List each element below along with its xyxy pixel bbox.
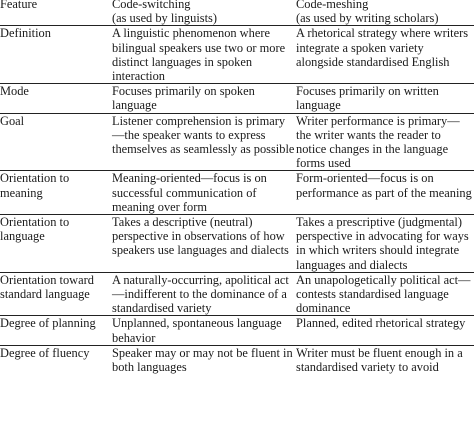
code-meshing-cell: Focuses primarily on written language <box>296 84 439 113</box>
header-code-switching: Code-switching (as used by linguists) <box>112 0 217 26</box>
table-row-mode <box>0 84 474 113</box>
code-switching-cell: Takes a descriptive (neutral) perspective in observations of how speakers use languages and dialects <box>112 215 289 258</box>
code-meshing-cell: Takes a prescriptive (judgmental) perspective in advocating for ways in which writers should integrate languages and dialects <box>296 215 469 272</box>
feature-cell: Orientation to meaning <box>0 171 70 200</box>
table-row-orientation-language <box>0 215 474 273</box>
feature-cell: Orientation to language <box>0 215 70 244</box>
table-row-planning <box>0 316 474 345</box>
feature-cell: Orientation toward standard language <box>0 272 94 302</box>
code-switching-cell: Listener comprehension is primary—the speaker wants to express themselves as seamlessly as possible <box>112 113 295 157</box>
header-code-meshing: Code-meshing (as used by writing scholars) <box>296 0 439 26</box>
table-row-definition <box>0 26 474 84</box>
table-row-orientation-standard <box>0 272 474 316</box>
code-meshing-cell: Planned, edited rhetorical strategy <box>296 316 466 331</box>
feature-cell: Mode <box>0 84 29 99</box>
table-row-orientation-meaning <box>0 171 474 215</box>
code-meshing-cell: Writer must be fluent enough in a standardised variety to avoid <box>296 345 463 375</box>
feature-cell: Goal <box>0 113 25 128</box>
code-switching-cell: Unplanned, spontaneous language behavior <box>112 316 282 345</box>
header-feature: Feature <box>0 0 38 11</box>
feature-cell: Definition <box>0 26 51 41</box>
code-meshing-cell: An unapologetically political act—contests standardised language dominance <box>296 272 471 316</box>
code-switching-cell: Speaker may or may not be fluent in both languages <box>112 345 293 375</box>
code-meshing-cell: A rhetorical strategy where writers integrate a spoken variety alongside standardised English <box>296 26 469 69</box>
table-row-goal <box>0 113 474 171</box>
code-meshing-cell: Writer performance is primary—the writer wants the reader to notice changes in the language forms used <box>296 113 460 171</box>
code-switching-cell: Focuses primarily on spoken language <box>112 84 255 113</box>
code-meshing-cell: Form-oriented—focus is on performance as part of the meaning <box>296 171 472 200</box>
feature-cell: Degree of fluency <box>0 345 90 360</box>
code-switching-cell: A linguistic phenomenon where bilingual speakers use two or more distinct languages in spoken interaction <box>112 26 286 84</box>
code-switching-cell: A naturally-occurring, apolitical act—indifferent to the dominance of a standardised variety <box>112 272 289 316</box>
code-switching-cell: Meaning-oriented—focus is on successful communication of meaning over form <box>112 171 267 214</box>
table-header-row <box>0 0 474 26</box>
feature-cell: Degree of planning <box>0 316 96 331</box>
table-row-fluency <box>0 345 474 374</box>
